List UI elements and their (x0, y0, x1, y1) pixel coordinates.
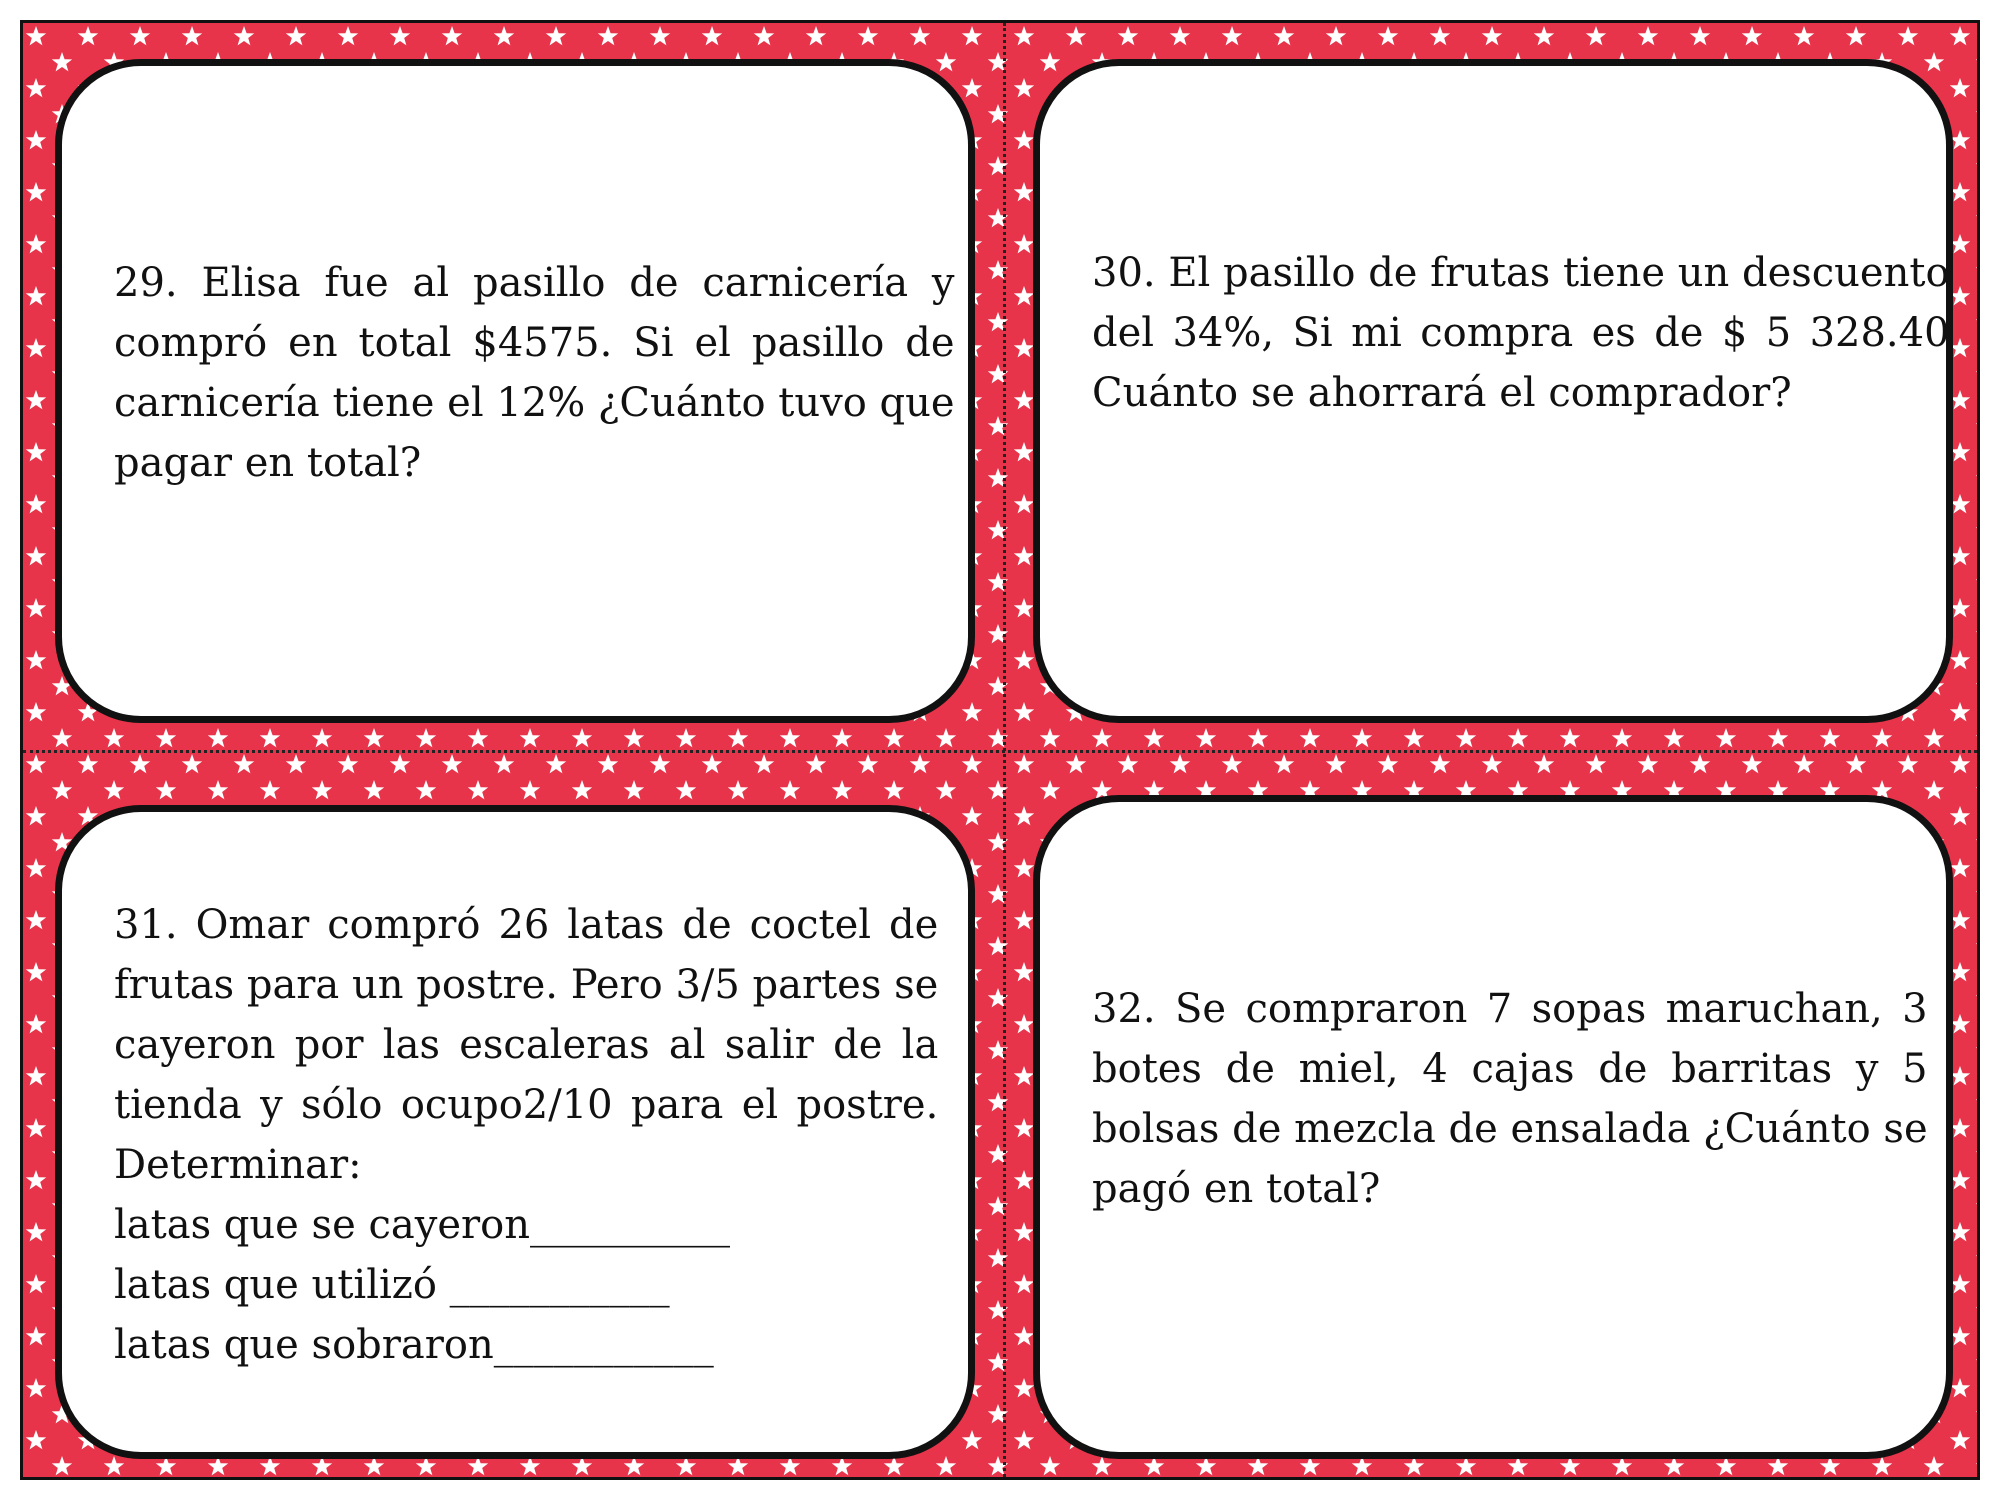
answer-blank-line: latas que utilizó ___________ (114, 1262, 670, 1308)
task-card-31 (55, 805, 975, 1459)
card-text-line: pagó en total? (1092, 1166, 1381, 1212)
card-text-line: 31. Omar compró 26 latas de coctel de (114, 902, 939, 948)
card-text-line: frutas para un postre. Pero 3/5 partes se (114, 962, 939, 1008)
answer-blank-line: latas que sobraron___________ (114, 1322, 714, 1368)
card-text-line: pagar en total? (114, 440, 422, 486)
card-text-line: 30. El pasillo de frutas tiene un descuento (1092, 250, 1950, 296)
task-card-32-text (1040, 979, 1976, 1219)
card-text-line: bolsas de mezcla de ensalada ¿Cuánto se (1092, 1106, 1928, 1152)
horizontal-cut-line (23, 750, 1977, 753)
task-card-30 (1033, 59, 1953, 723)
card-text-line: botes de miel, 4 cajas de barritas y 5 (1092, 1046, 1928, 1092)
card-text-line: del 34%, Si mi compra es de $ 5 328.40 (1092, 310, 1950, 356)
card-text-line: 32. Se compraron 7 sopas maruchan, 3 (1092, 986, 1928, 1032)
task-card-32 (1033, 795, 1953, 1459)
card-text-line: cayeron por las escaleras al salir de la (114, 1022, 939, 1068)
task-card-30-text (1040, 243, 1980, 423)
answer-blank-line: latas que se cayeron__________ (114, 1202, 730, 1248)
card-text-line: carnicería tiene el 12% ¿Cuánto tuvo que (114, 380, 955, 426)
card-text-line: compró en total $4575. Si el pasillo de (114, 320, 955, 366)
card-text-line: 29. Elisa fue al pasillo de carnicería y (114, 260, 955, 306)
card-text-line: tienda y sólo ocupo2/10 para el postre. (114, 1082, 939, 1128)
task-card-29-text (62, 253, 1003, 493)
task-card-31-text (62, 895, 986, 1375)
card-text-line: Cuánto se ahorrará el comprador? (1092, 370, 1792, 416)
task-card-sheet (20, 20, 1980, 1480)
task-card-29 (55, 59, 975, 723)
card-text-line: Determinar: (114, 1142, 362, 1188)
